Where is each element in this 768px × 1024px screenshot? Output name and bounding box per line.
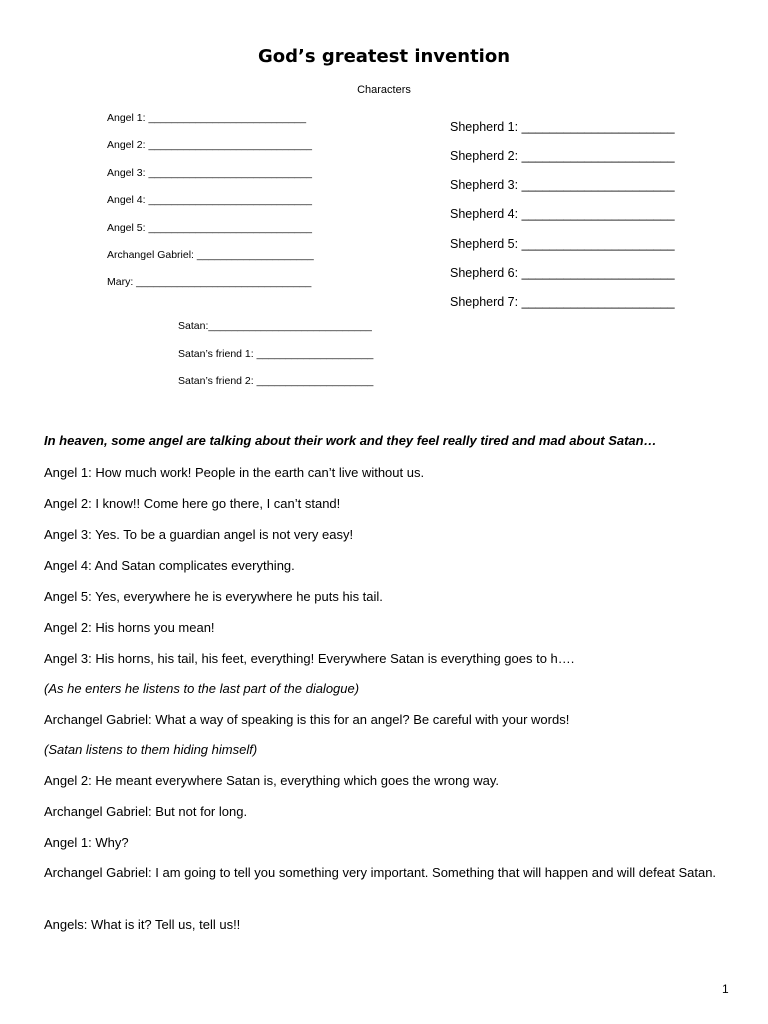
stage-direction: (Satan listens to them hiding himself) — [44, 742, 258, 757]
character-field-shepherd-3: Shepherd 3: ______________________ — [450, 178, 675, 192]
character-field-shepherd-4: Shepherd 4: ______________________ — [450, 207, 675, 221]
dialogue-line: Angel 1: How much work! People in the earth can’t live without us. — [44, 465, 425, 480]
character-field-angel-5: Angel 5: ____________________________ — [107, 222, 312, 234]
character-field-angel-1: Angel 1: ___________________________ — [107, 112, 307, 124]
character-field-angel-4: Angel 4: ____________________________ — [107, 194, 312, 206]
dialogue-line: Angel 4: And Satan complicates everything. — [44, 558, 295, 573]
character-field-satan: Satan:____________________________ — [178, 320, 372, 332]
character-field-angel-3: Angel 3: ____________________________ — [107, 167, 312, 179]
dialogue-line: Angel 1: Why? — [44, 835, 129, 850]
character-field-shepherd-1: Shepherd 1: ______________________ — [450, 120, 675, 134]
character-field-shepherd-2: Shepherd 2: ______________________ — [450, 149, 675, 163]
dialogue-line: Angel 3: Yes. To be a guardian angel is not very easy! — [44, 527, 354, 542]
dialogue-line: Angel 2: His horns you mean! — [44, 620, 215, 635]
page-title: God’s greatest invention — [257, 46, 511, 67]
page-number: 1 — [722, 982, 729, 996]
dialogue-line: Angel 2: I know!! Come here go there, I can’t stand! — [44, 496, 341, 511]
character-field-mary: Mary: ______________________________ — [107, 276, 312, 288]
dialogue-line: Angel 3: His horns, his tail, his feet, everything! Everywhere Satan is everything goes to h…. — [44, 651, 575, 666]
character-field-satans-friend-1: Satan’s friend 1: ____________________ — [178, 348, 374, 360]
character-field-angel-2: Angel 2: ____________________________ — [107, 139, 312, 151]
dialogue-line: Archangel Gabriel: But not for long. — [44, 804, 248, 819]
character-field-shepherd-5: Shepherd 5: ______________________ — [450, 237, 675, 251]
character-field-shepherd-6: Shepherd 6: ______________________ — [450, 266, 675, 280]
characters-heading: Characters — [357, 84, 411, 96]
character-field-shepherd-7: Shepherd 7: ______________________ — [450, 295, 675, 309]
dialogue-line: Archangel Gabriel: I am going to tell you something very important. Something that will happen and will defeat Satan. — [44, 865, 717, 880]
dialogue-line: Angel 5: Yes, everywhere he is everywhere he puts his tail. — [44, 589, 383, 604]
dialogue-line: Angels: What is it? Tell us, tell us!! — [44, 917, 241, 932]
dialogue-line: Angel 2: He meant everywhere Satan is, everything which goes the wrong way. — [44, 773, 499, 788]
character-field-satans-friend-2: Satan’s friend 2: ____________________ — [178, 375, 374, 387]
dialogue-line: Archangel Gabriel: What a way of speaking is this for an angel? Be careful with your words! — [44, 712, 570, 727]
stage-direction: (As he enters he listens to the last part of the dialogue) — [44, 681, 360, 696]
character-field-archangel-gabriel: Archangel Gabriel: ____________________ — [107, 249, 314, 261]
stage-direction: In heaven, some angel are talking about their work and they feel really tired and mad about Satan… — [44, 433, 657, 448]
